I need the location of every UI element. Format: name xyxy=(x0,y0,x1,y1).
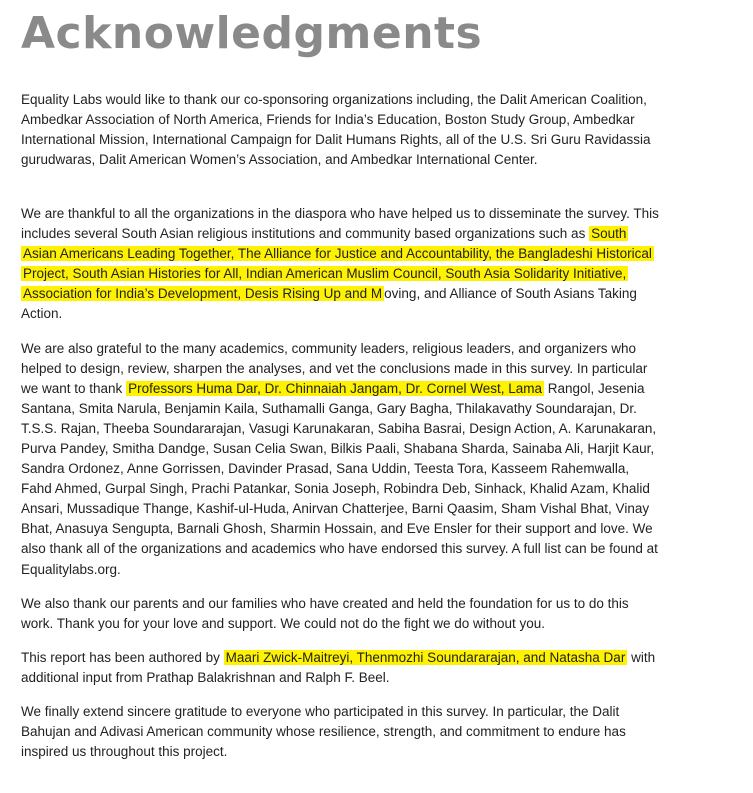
families-text: We also thank our parents and our families who have created and held the foundation for us to do this work. Thank you for your love and support. We could not do the fight we do without you. xyxy=(21,596,629,632)
paragraph-sponsors xyxy=(21,90,661,170)
paragraph-diaspora-organizations xyxy=(21,204,661,324)
highlighted-organizations: South Asian Americans Leading Together, The Alliance for Justice and Accountability, the Bangladeshi Historical Project, South Asian Histories for All, Indian American Muslim Council, South Asia Solidarity Initiative, Association for India’s Development, Desis Rising Up and M xyxy=(23,226,652,302)
highlighted-professors: Professors Huma Dar, Dr. Chinnaiah Jangam, Dr. Cornel West, Lama xyxy=(128,381,542,397)
page-title: Acknowledgments xyxy=(21,8,483,59)
paragraph-participants xyxy=(21,702,661,762)
paragraph-families xyxy=(21,594,661,634)
paragraph-academics xyxy=(21,339,661,580)
diaspora-outro-text: oving, and Alliance of South Asians Taking Action. xyxy=(21,286,637,322)
diaspora-intro-text: We are thankful to all the organizations in the diaspora who have helped us to disseminate the survey. This includes several South Asian religious institutions and community based organizations such as xyxy=(21,206,659,242)
highlighted-authors: Maari Zwick-Maitreyi, Thenmozhi Soundararajan, and Natasha Dar xyxy=(225,650,626,665)
authors-outro-text: with additional input from Prathap Balakrishnan and Ralph F. Beel. xyxy=(21,650,656,686)
authors-intro-text: This report has been authored by xyxy=(21,650,224,665)
participants-text: We finally extend sincere gratitude to everyone who participated in this survey. In particular, the Dalit Bahujan and Adivasi American community whose resilience, strength, and commitment to endure has inspired us throughout this project. xyxy=(21,704,626,760)
academics-intro-text: We are also grateful to the many academics, community leaders, religious leaders, and organizers who helped to design, review, sharpen the analyses, and vet the conclusions made in this survey. In particular we want to thank xyxy=(21,341,648,397)
paragraph-authors xyxy=(21,648,661,688)
academics-names-text: Rangol, Jesenia Santana, Smita Narula, Benjamin Kaila, Suthamalli Ganga, Gary Bagha, Thilakavathy Soundarajan, Dr. T.S.S. Rajan, Theeba Soundararajan, Vasugi Karunakaran, Sabiha Basrai, Design Action, A. Karunakaran, Purva Pandey, Smitha Dandge, Susan Celia Swan, Bilkis Paali, Shabana Sharda, Sainaba Ali, Harjit Kaur, Sandra Ordonez, Anne Gorrissen, Davinder Prasad, Sana Uddin, Teesta Tora, Kasseem Rahemwalla, Fahd Ahmed, Gurpal Singh, Prachi Patankar, Sonia Joseph, Robindra Deb, Sinhack, Khalid Azam, Khalid Ansari, Mussadique Thange, Kashif-ul-Huda, Anirvan Chatterjee, Barni Qaasim, Sham Vishal Bhat, Vinay Bhat, Anasuya Sengupta, Barnali Ghosh, Sharmin Hossain, and Eve Ensler for their support and love. We also thank all of the organizations and academics who have endorsed this survey. A full list can be found at Equalitylabs.org. xyxy=(21,381,658,577)
sponsors-text: Equality Labs would like to thank our co-sponsoring organizations including, the Dalit American Coalition, Ambedkar Association of North America, Friends for India’s Education, Boston Study Group, Ambedkar International Mission, International Campaign for Dalit Humans Rights, all of the U.S. Sri Guru Ravidassia gurudwaras, Dalit American Women’s Association, and Ambedkar International Center. xyxy=(21,92,651,168)
